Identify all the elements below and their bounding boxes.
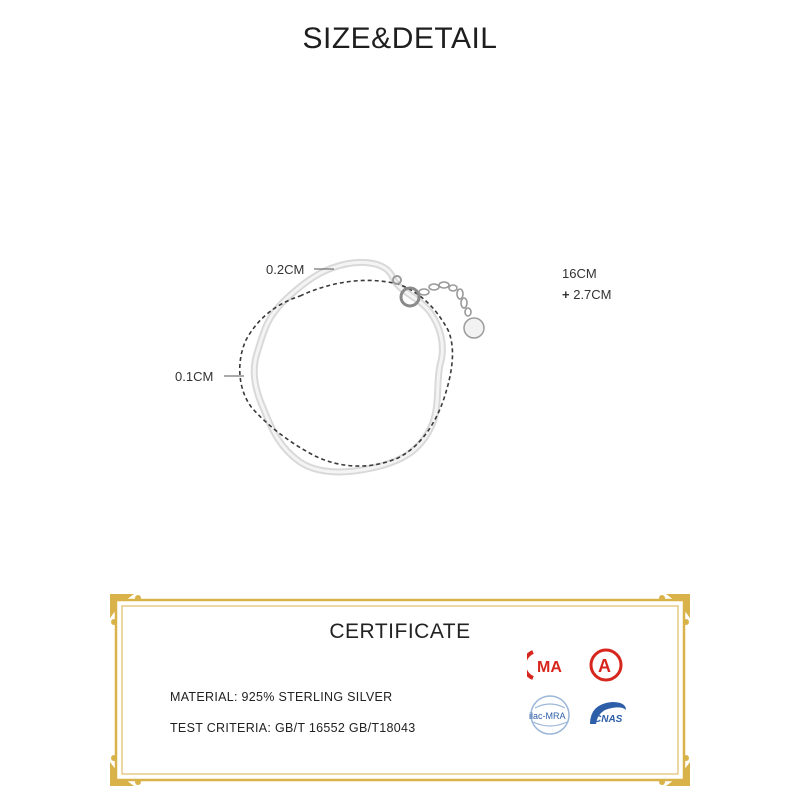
plus-sign: + xyxy=(562,287,570,302)
extension-label: 2.7CM xyxy=(573,287,612,302)
certificate-title: CERTIFICATE xyxy=(329,620,471,643)
size-info xyxy=(562,263,612,305)
tag-charm xyxy=(464,318,484,338)
cma-logo-icon xyxy=(527,648,569,682)
page-title: SIZE&DETAIL xyxy=(302,22,498,55)
extension-row xyxy=(562,284,612,305)
cnas-logo-icon xyxy=(586,698,630,732)
test-criteria-line: TEST CRITERIA: GB/T 16552 GB/T18043 xyxy=(170,721,416,735)
ilac-mra-logo-icon xyxy=(527,694,573,736)
herringbone-width-label: 0.2CM xyxy=(266,262,305,277)
svg-text:A: A xyxy=(598,656,611,676)
length-label: 16CM xyxy=(562,266,597,281)
herringbone-band xyxy=(254,262,442,471)
chain-width-label: 0.1CM xyxy=(175,369,214,384)
svg-text:ilac-MRA: ilac-MRA xyxy=(529,711,566,721)
svg-text:CNAS: CNAS xyxy=(594,714,623,725)
svg-text:MA: MA xyxy=(537,659,562,676)
cal-logo-icon xyxy=(587,646,625,684)
material-line: MATERIAL: 925% STERLING SILVER xyxy=(170,690,393,704)
